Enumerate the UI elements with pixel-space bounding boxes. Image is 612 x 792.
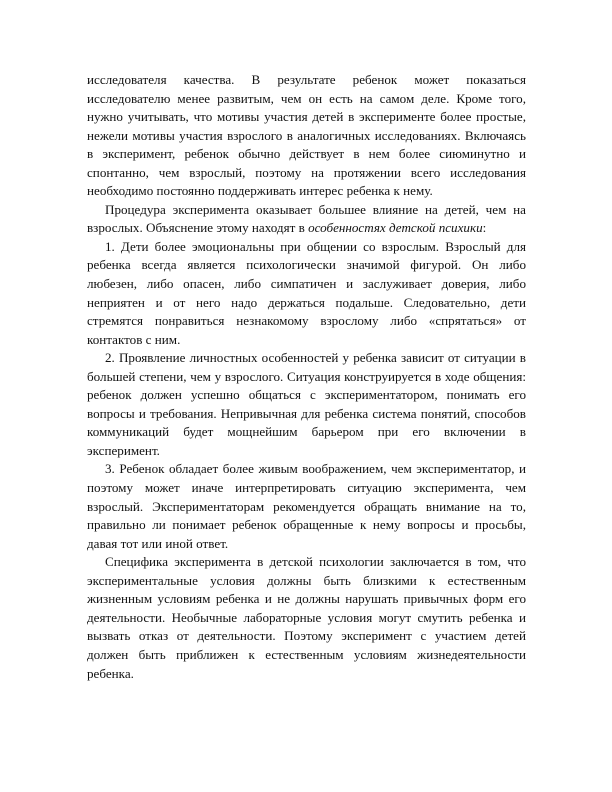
- italic-emphasis: особенностях детской психики: [308, 220, 483, 236]
- paragraph-procedure-colon: :: [482, 220, 487, 236]
- paragraph-continuation: исследователя качества. В результате ребенок может показаться исследователю менее развитым, чем он есть на самом деле. Кроме того, нужно учитывать, что мотивы участия детей в эксперименте более простые, нежели мотивы участия взрослого в аналогичных исследованиях. Включаясь в эксперимент, ребенок обычно действует в нем более сиюминутно и спонтанно, чем взрослый, поэтому на протяжении всего исследования необходимо постоянно поддерживать интерес ребенка к нему.: [87, 72, 526, 199]
- paragraph-procedure-text: Процедура эксперимента оказывает большее влияние на детей, чем на взрослых. Объяснение этому находят в: [87, 201, 526, 236]
- list-item-2: 2. Проявление личностных особенностей у ребенка зависит от ситуации в большей степени, чем у взрослого. Ситуация конструируется в ходе общения: ребенок должен успешно общаться с экспериментатором, понимать его вопросы и требования. Непривычная для ребенка система понятий, способов коммуникаций будет мощнейшим барьером при его включении в эксперимент.: [87, 350, 526, 458]
- paragraph-specifics: Специфика эксперимента в детской психологии заключается в том, что экспериментальные условия должны быть близкими к естественным жизненным условиям ребенка и не должны нарушать привычных форм его деятельности. Необычные лабораторные условия могут смутить ребенка и вызвать отказ от деятельности. Поэтому эксперимент с участием детей должен быть приближен к естественным условиям жизнедеятельности ребенка.: [87, 554, 526, 681]
- list-item-3: 3. Ребенок обладает более живым воображением, чем экспериментатор, и поэтому может иначе интерпретировать ситуацию эксперимента, чем взрослый. Экспериментаторам рекомендуется обращать внимание на то, правильно ли понимает ребенок обращенные к нему вопросы и просьбы, давая тот или иной ответ.: [87, 461, 526, 551]
- list-item-1: 1. Дети более эмоциональны при общении со взрослым. Взрослый для ребенка всегда является психологически значимой фигурой. Он либо любезен, либо опасен, либо симпатичен и заслуживает доверия, либо неприятен и от него надо держаться подальше. Следовательно, дети стремятся понравиться незнакомому взрослому либо «спрятаться» от контактов с ним.: [87, 238, 526, 347]
- paragraph-procedure: [87, 201, 526, 238]
- document-page: [87, 71, 526, 683]
